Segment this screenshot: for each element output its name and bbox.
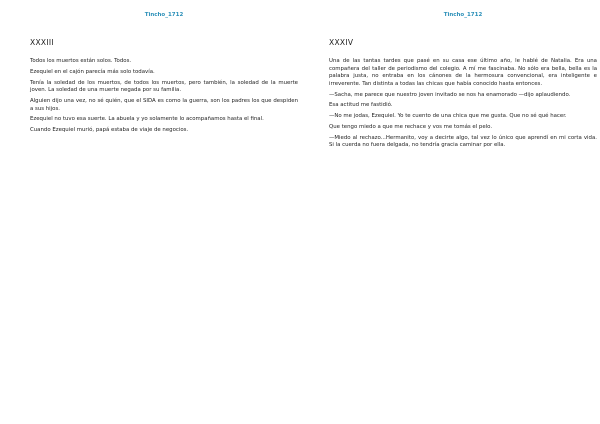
paragraph: Que tengo miedo a que me rechace y vos me tomás el pelo.: [329, 123, 493, 130]
left-page: [30, 0, 298, 424]
paragraph: Alguien dijo una vez, no sé quién, que el SIDA es como la guerra, son los padres los que despiden a sus hijos.: [30, 97, 298, 112]
paragraph: Tenía la soledad de los muertos, de todos los muertos, pero también, la soledad de la muerte joven. La soledad de una muerte negada por su familia.: [30, 79, 298, 94]
chapter-heading: XXXIII: [30, 38, 54, 47]
paragraph: Una de las tantas tardes que pasé en su casa ese último año, le hablé de Natalia. Era una compañera del taller de periodismo del colegio. A mí me fascinaba. No sólo era bella, bella es la palabra justa, no entraba en los cánones de la hermosura convencional, era inteligente e irreverente. Tan distinta a todas las chicas que había conocido hasta entonces.: [329, 58, 597, 87]
paragraph: Cuando Ezequiel murió, papá estaba de viaje de negocios.: [30, 127, 189, 134]
chapter-body: [30, 58, 298, 138]
paragraph: Ezequiel en el cajón parecía más solo todavía.: [30, 68, 155, 75]
paragraph: Todos los muertos están solos. Todos.: [30, 58, 132, 64]
running-header: Tincho_1712: [443, 12, 483, 18]
chapter-heading: XXXIV: [329, 38, 354, 47]
paragraph: —Miedo al rechazo...Hermanito, voy a decirte algo, tal vez lo único que aprendí en mi corta vida. Si la cuerda no fuera delgada, no tendría gracia caminar por ella.: [329, 134, 597, 149]
paragraph: Esa actitud me fastidió.: [329, 102, 393, 109]
running-header: Tincho_1712: [144, 12, 184, 18]
paragraph: —Sacha, me parece que nuestro joven invitado se nos ha enamorado —dijo aplaudiendo.: [329, 91, 571, 98]
right-page: [329, 0, 597, 424]
chapter-body: [329, 58, 597, 153]
paragraph: Ezequiel no tuvo esa suerte. La abuela y yo solamente lo acompañamos hasta el final.: [30, 116, 264, 123]
paragraph: —No me jodas, Ezequiel. Yo te cuento de una chica que me gusta. Que no sé qué hacer.: [329, 113, 567, 120]
